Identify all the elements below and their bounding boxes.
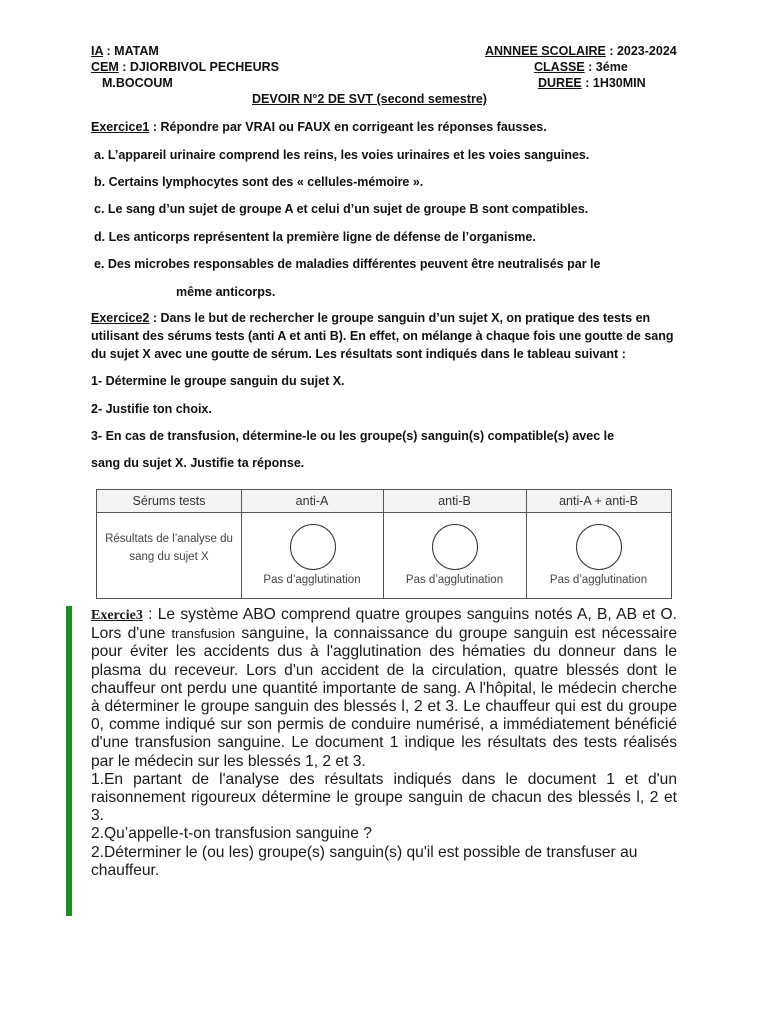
- exercise3-accent-bar: [66, 606, 72, 916]
- exercise2-question-3-line2: sang du sujet X. Justifie ta réponse.: [91, 456, 305, 470]
- exercise3-block: [91, 606, 677, 880]
- result-anti-a: Pas d’agglutination: [263, 574, 361, 586]
- exercise2-intro-line1: Exercice2 : Dans le but de rechercher le groupe sanguin d’un sujet X, on pratique des tests en: [91, 311, 651, 325]
- exercise2-question-1: 1- Détermine le groupe sanguin du sujet X.: [91, 374, 345, 388]
- exercise3-intro: Exercie3 : Le système ABO comprend quatre groupes sanguins notés A, B, AB et O. Lors d'une transfusion sanguine, la connaissance du groupe sanguin est nécessaire pour éviter les accidents dus à l'agglutination des hématies du donneur dans le plasma du receveur. Lors d'un accident de la circulation, quatre blessés dont le chauffeur ont perdu une quantité importante de sang. A l'hôpital, le médecin cherche à déterminer le groupe sanguin des blessés l, 2 et 3. Le chauffeur qui est du groupe 0, comme indiqué sur son permis de conduire numérisé, a immédiatement bénéficié d'une transfusion sanguine. Le document 1 indique les résultats des tests réalisés par le médecin sur les blessés 1, 2 et 3.: [91, 606, 677, 770]
- results-table-header: [97, 490, 671, 513]
- table-header-anti-ab: anti-A + anti-B: [559, 494, 638, 508]
- header-teacher: M.BOCOUM: [102, 76, 173, 90]
- exercise1-item-e-continued: même anticorps.: [176, 285, 276, 299]
- exercise1-item-a: a. L’appareil urinaire comprend les reins, les voies urinaires et les voies sanguines.: [94, 148, 590, 162]
- blood-drop-circle-anti-ab: [576, 524, 622, 570]
- exercise2-intro-line2: utilisant des sérums tests (anti A et anti B). En effet, on mélange à chaque fois une goutte de sang: [91, 329, 674, 343]
- header-ia: IA : MATAM: [91, 44, 159, 58]
- table-row-label: Résultats de l’analyse du sang du sujet X: [105, 533, 233, 563]
- exercise2-question-3-line1: 3- En cas de transfusion, détermine-le ou les groupe(s) sanguin(s) compatible(s) avec le: [91, 429, 615, 443]
- result-anti-b: Pas d’agglutination: [405, 574, 504, 586]
- header-cem: CEM : DJIORBIVOL PECHEURS: [91, 60, 279, 74]
- exercise1-item-b: b. Certains lymphocytes sont des « cellules-mémoire ».: [94, 175, 424, 189]
- header-class: CLASSE : 3éme: [534, 60, 628, 74]
- exercise1-instruction: Exercice1 : Répondre par VRAI ou FAUX en corrigeant les réponses fausses.: [91, 120, 547, 134]
- exercise3-question-1: 1.En partant de l'analyse des résultats indiqués dans le document 1 et d'un raisonnement rigoureux détermine le groupe sanguin de chacun des blessés l, 2 et 3.: [91, 770, 677, 825]
- exercise1-item-d: d. Les anticorps représentent la première ligne de défense de l’organisme.: [94, 230, 536, 244]
- page-title: DEVOIR N°2 DE SVT (second semestre): [252, 92, 487, 106]
- result-anti-ab: Pas d’agglutination: [549, 574, 648, 586]
- exercise1-item-e: e. Des microbes responsables de maladies différentes peuvent être neutralisés par le: [94, 257, 601, 271]
- table-header-anti-b: anti-B: [383, 490, 527, 512]
- header-year: ANNNEE SCOLAIRE : 2023-2024: [485, 44, 677, 58]
- blood-drop-circle-anti-a: [290, 524, 336, 570]
- exercise3-question-2: 2.Qu’appelle-t-on transfusion sanguine ?: [91, 825, 372, 843]
- table-header-anti-a: anti-A: [241, 490, 384, 512]
- exercise1-item-c: c. Le sang d’un sujet de groupe A et celui d’un sujet de groupe B sont compatibles.: [94, 202, 589, 216]
- blood-drop-circle-anti-b: [432, 524, 478, 570]
- table-header-serums: Sérums tests: [97, 490, 242, 512]
- exercise3-question-3: 2.Déterminer le (ou les) groupe(s) sanguin(s) qu'il est possible de transfuser au chauffeur.: [91, 843, 638, 879]
- header-duration: DUREE : 1H30MIN: [538, 76, 646, 90]
- results-table: [96, 489, 672, 599]
- exercise2-intro-line3: du sujet X avec une goutte de sérum. Les résultats sont indiqués dans le tableau suivant :: [91, 347, 626, 361]
- exercise2-question-2: 2- Justifie ton choix.: [91, 402, 212, 416]
